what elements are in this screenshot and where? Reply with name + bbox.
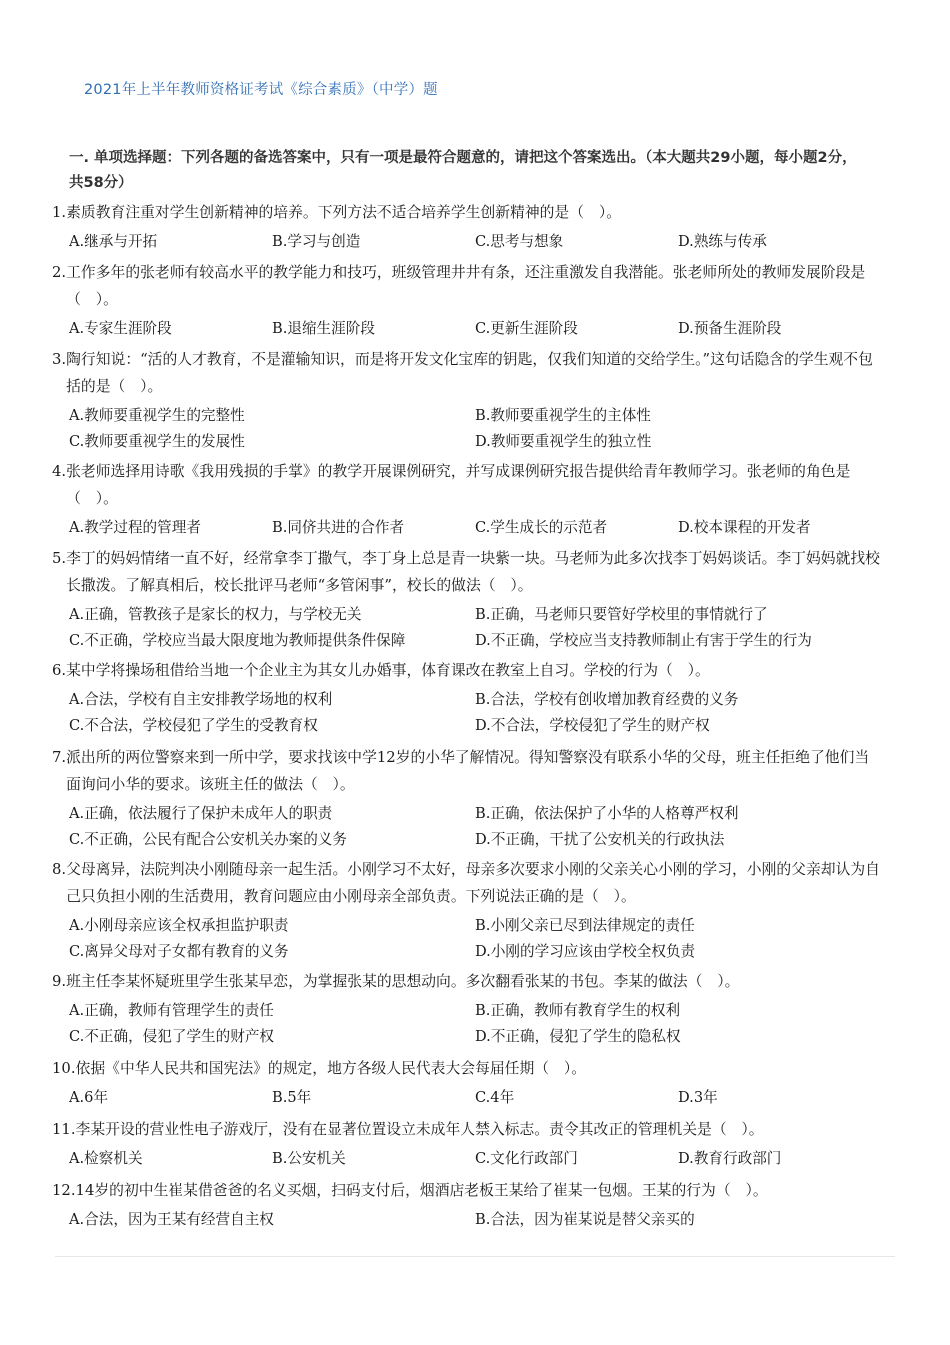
question-stem <box>52 744 880 798</box>
options <box>52 913 880 965</box>
question-number: 2. <box>52 264 67 281</box>
option-a: A.教学过程的管理者 <box>69 519 201 536</box>
question-text: 某中学将操场租借给当地一个企业主为其女儿办婚事，体育课改在教室上自习。学校的行为（ ）。 <box>66 662 710 679</box>
question-text: 班主任李某怀疑班里学生张某早恋，为掌握张某的思想动向。多次翻看张某的书包。李某的做法（ ）。 <box>66 973 740 990</box>
option-a: A.合法，学校有自主安排教学场地的权利 <box>69 691 333 708</box>
question-6 <box>52 657 880 739</box>
question-text: 派出所的两位警察来到一所中学，要求找该中学12岁的小华了解情况。得知警察没有联系小华的父母，班主任拒绝了他们当面询问小华的要求。该班主任的做法（ ）。 <box>66 749 870 793</box>
question-stem <box>52 545 880 599</box>
question-number: 12. <box>52 1182 76 1199</box>
option-b: B.教师要重视学生的主体性 <box>475 407 651 424</box>
option-a: A.检察机关 <box>69 1150 143 1167</box>
options <box>52 801 880 853</box>
options <box>52 1146 880 1172</box>
question-8 <box>52 856 880 965</box>
question-number: 10. <box>52 1060 76 1077</box>
option-d: D.不合法，学校侵犯了学生的财产权 <box>475 717 710 734</box>
question-11 <box>52 1116 880 1172</box>
question-stem <box>52 1177 880 1204</box>
options <box>52 687 880 739</box>
question-4 <box>52 458 880 541</box>
question-stem <box>52 458 880 512</box>
question-stem <box>52 1116 880 1143</box>
options <box>52 229 880 255</box>
option-b: B.5年 <box>272 1089 312 1106</box>
question-text: 张老师选择用诗歌《我用残损的手掌》的教学开展课例研究，并写成课例研究报告提供给青年教师学习。张老师的角色是（ ）。 <box>66 463 851 507</box>
question-7 <box>52 744 880 853</box>
option-d: D.不正确，侵犯了学生的隐私权 <box>475 1028 681 1045</box>
option-d: D.小刚的学习应该由学校全权负责 <box>475 943 696 960</box>
options <box>52 403 880 455</box>
option-b: B.小刚父亲已尽到法律规定的责任 <box>475 917 695 934</box>
option-c: C.4年 <box>475 1089 515 1106</box>
option-b: B.正确，马老师只要管好学校里的事情就行了 <box>475 606 768 623</box>
question-stem <box>52 199 880 226</box>
options <box>52 602 880 654</box>
option-c: C.不正确，学校应当最大限度地为教师提供条件保障 <box>69 632 406 649</box>
option-c: C.不合法，学校侵犯了学生的受教育权 <box>69 717 318 734</box>
question-stem <box>52 856 880 910</box>
question-text: 陶行知说：“活的人才教育，不是灌输知识，而是将开发文化宝库的钥匙，仅我们知道的交给学生。”这句话隐含的学生观不包括的是（ ）。 <box>66 351 873 395</box>
question-12 <box>52 1177 880 1233</box>
section-heading: 一. 单项选择题：下列各题的备选答案中，只有一项是最符合题意的，请把这个答案选出。（本大题共29小题，每小题2分，共58分） <box>69 150 857 191</box>
option-b: B.同侪共进的合作者 <box>272 519 405 536</box>
option-b: B.合法，学校有创收增加教育经费的义务 <box>475 691 739 708</box>
options <box>52 1207 880 1233</box>
question-number: 1. <box>52 204 67 221</box>
option-a: A.6年 <box>69 1089 109 1106</box>
option-a: A.小刚母亲应该全权承担监护职责 <box>69 917 289 934</box>
question-stem <box>52 346 880 400</box>
question-9 <box>52 968 880 1050</box>
option-c: C.学生成长的示范者 <box>475 519 608 536</box>
option-b: B.学习与创造 <box>272 233 361 250</box>
question-5 <box>52 545 880 654</box>
question-text: 素质教育注重对学生创新精神的培养。下列方法不适合培养学生创新精神的是（ ）。 <box>66 204 622 221</box>
options <box>52 1085 880 1111</box>
question-number: 9. <box>52 973 67 990</box>
question-text: 14岁的初中生崔某借爸爸的名义买烟，扫码支付后，烟酒店老板王某给了崔某一包烟。王某的行为（ ）。 <box>75 1182 768 1199</box>
option-b: B.退缩生涯阶段 <box>272 320 375 337</box>
question-number: 3. <box>52 351 67 368</box>
question-number: 7. <box>52 749 67 766</box>
option-c: C.思考与想象 <box>475 233 564 250</box>
question-number: 4. <box>52 463 67 480</box>
question-number: 8. <box>52 861 67 878</box>
option-a: A.教师要重视学生的完整性 <box>69 407 245 424</box>
options <box>52 316 880 342</box>
question-text: 李某开设的营业性电子游戏厅，没有在显著位置设立未成年人禁入标志。责令其改正的管理机关是（ ）。 <box>75 1121 764 1138</box>
option-b: B.公安机关 <box>272 1150 346 1167</box>
question-3 <box>52 346 880 455</box>
question-text: 李丁的妈妈情绪一直不好，经常拿李丁撒气，李丁身上总是青一块紫一块。马老师为此多次找李丁妈妈谈话。李丁妈妈就找校长撒泼。了解真相后，校长批评马老师“多管闲事”，校长的做法（ ）。 <box>66 550 880 594</box>
option-a: A.继承与开拓 <box>69 233 158 250</box>
option-a: A.专家生涯阶段 <box>69 320 172 337</box>
footer-divider <box>55 1256 895 1257</box>
question-2 <box>52 259 880 342</box>
option-c: C.文化行政部门 <box>475 1150 578 1167</box>
option-a: A.合法，因为王某有经营自主权 <box>69 1211 274 1228</box>
question-1 <box>52 199 880 255</box>
option-d: D.预备生涯阶段 <box>678 320 782 337</box>
option-c: C.不正确，侵犯了学生的财产权 <box>69 1028 275 1045</box>
option-d: D.不正确，学校应当支持教师制止有害于学生的行为 <box>475 632 812 649</box>
question-stem <box>52 1055 880 1082</box>
option-d: D.不正确，干扰了公安机关的行政执法 <box>475 831 725 848</box>
options <box>52 998 880 1050</box>
question-number: 6. <box>52 662 67 679</box>
question-number: 5. <box>52 550 67 567</box>
options <box>52 515 880 541</box>
question-text: 父母离异，法院判决小刚随母亲一起生活。小刚学习不太好，母亲多次要求小刚的父亲关心小刚的学习，小刚的父亲却认为自己只负担小刚的生活费用，教育问题应由小刚母亲全部负责。下列说法正确的是（ ）。 <box>66 861 880 905</box>
option-a: A.正确，依法履行了保护未成年人的职责 <box>69 805 333 822</box>
question-stem <box>52 259 880 313</box>
option-d: D.教育行政部门 <box>678 1150 782 1167</box>
option-b: B.合法，因为崔某说是替父亲买的 <box>475 1211 695 1228</box>
option-b: B.正确，依法保护了小华的人格尊严权利 <box>475 805 739 822</box>
option-a: A.正确，教师有管理学生的责任 <box>69 1002 274 1019</box>
question-number: 11. <box>52 1121 76 1138</box>
option-d: D.校本课程的开发者 <box>678 519 811 536</box>
question-stem <box>52 657 880 684</box>
document-title: 2021年上半年教师资格证考试《综合素质》（中学）题 <box>84 82 438 98</box>
option-d: D.熟练与传承 <box>678 233 767 250</box>
option-c: C.更新生涯阶段 <box>475 320 578 337</box>
option-c: C.教师要重视学生的发展性 <box>69 433 245 450</box>
question-text: 工作多年的张老师有较高水平的教学能力和技巧，班级管理井井有条，还注重激发自我潜能。张老师所处的教师发展阶段是（ ）。 <box>66 264 866 308</box>
option-a: A.正确，管教孩子是家长的权力，与学校无关 <box>69 606 362 623</box>
question-text: 依据《中华人民共和国宪法》的规定，地方各级人民代表大会每届任期（ ）。 <box>75 1060 587 1077</box>
option-d: D.教师要重视学生的独立性 <box>475 433 652 450</box>
option-b: B.正确，教师有教育学生的权利 <box>475 1002 681 1019</box>
option-d: D.3年 <box>678 1089 718 1106</box>
question-10 <box>52 1055 880 1111</box>
option-c: C.离异父母对子女都有教育的义务 <box>69 943 289 960</box>
question-stem <box>52 968 880 995</box>
option-c: C.不正确，公民有配合公安机关办案的义务 <box>69 831 347 848</box>
